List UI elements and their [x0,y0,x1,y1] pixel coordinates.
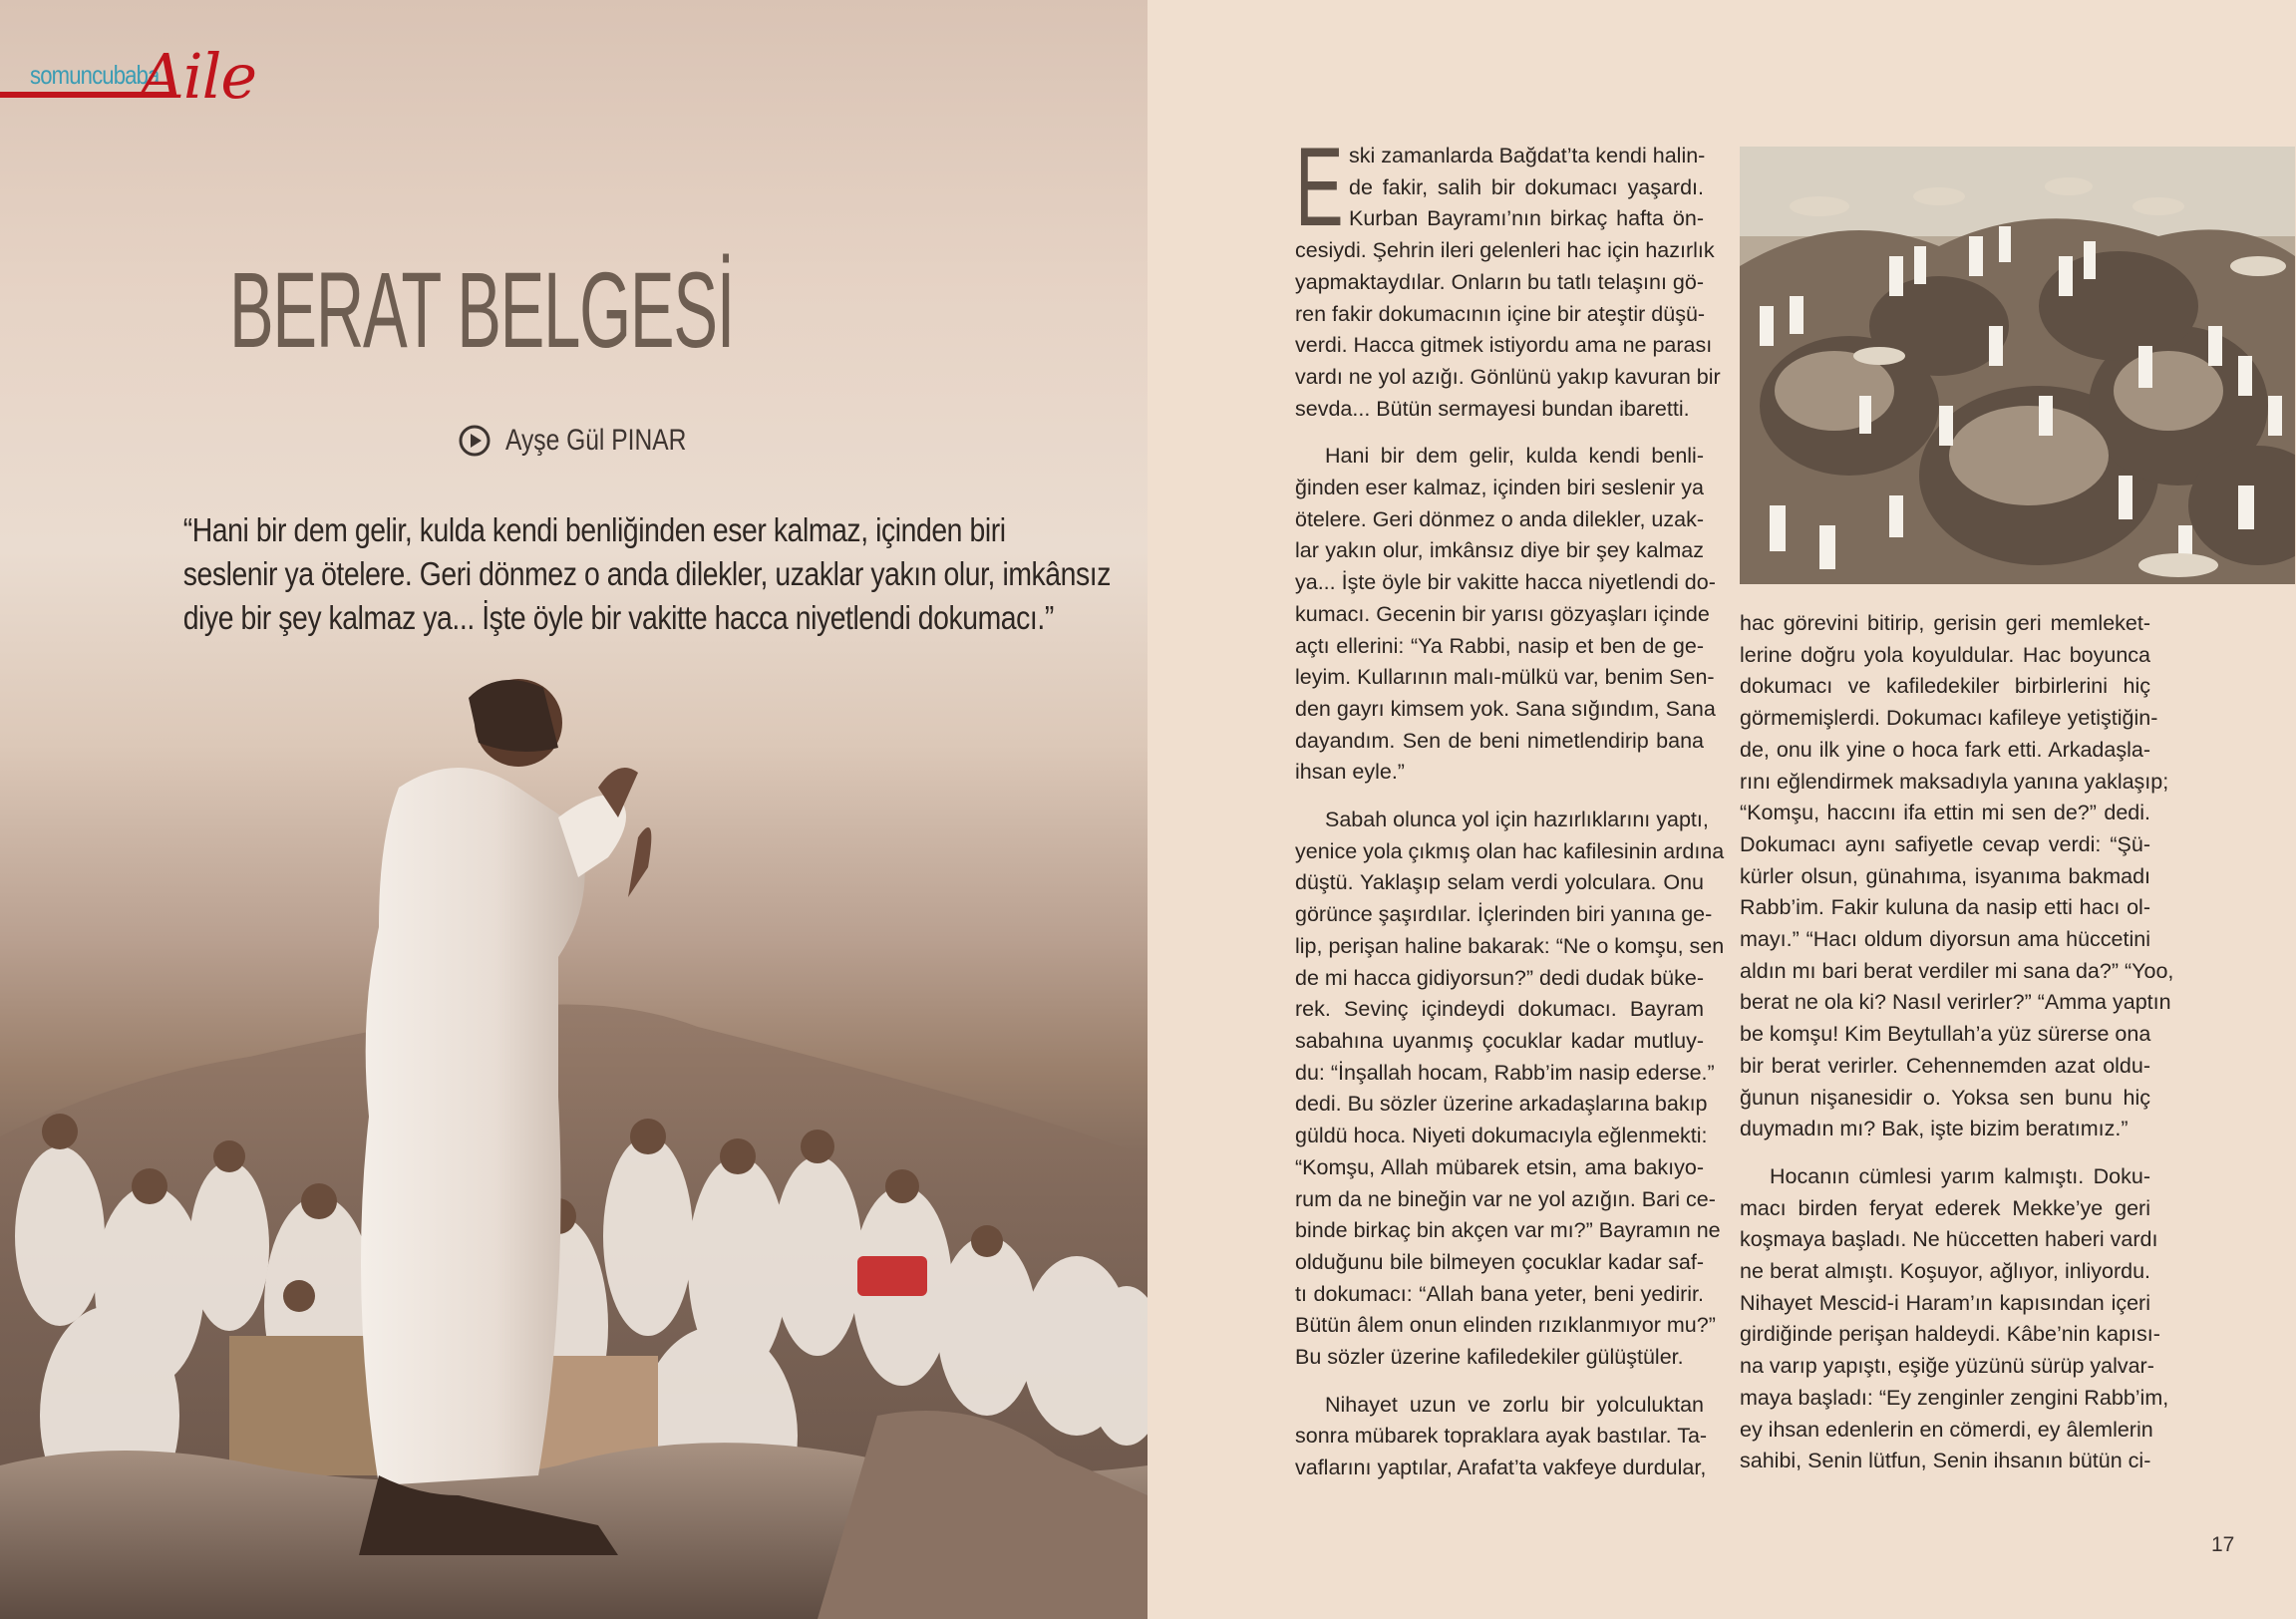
article-line: lerine doğru yola koyuldular. Hac boyunca [1740,642,2150,667]
play-circle-icon [458,424,492,458]
article-line: koşmaya başladı. Ne hüccetten haberi vardı [1740,1227,2158,1252]
article-line: sahibi, Senin lütfun, Senin ihsanın bütün ci- [1740,1449,2151,1473]
article-line: cesiydi. Şehrin ileri gelenleri hac için hazırlık [1295,238,1715,263]
article-line: Nihayet Mescid-i Haram’ın kapısından içeri [1740,1290,2150,1315]
article-line: ey ihsan edenlerin en cömerdi, ey âlemlerin [1740,1417,2153,1442]
article-line: mayı.” “Hacı oldum diyorsun ama hüccetini [1740,927,2150,952]
article-column-2 [1740,608,2174,1477]
article-line: Hani bir dem gelir, kulda kendi benli- [1325,444,1704,469]
article-line: ğinden eser kalmaz, içinden biri seslenir ya [1295,476,1704,500]
page-number: 17 [2211,1533,2235,1556]
article-line: sevda... Bütün sermayesi bundan ibaretti. [1295,396,1690,421]
paragraph-gap [1295,1374,1704,1390]
article-line: de, onu ilk yine o hoca fark etti. Arkadaşla- [1740,737,2150,762]
article-line: görünce şaşırdılar. İçlerinden biri yanına ge- [1295,902,1713,927]
article-line: binde birkaç bin akçen var mı?” Bayramın ne [1295,1218,1721,1243]
article-line: düştü. Yaklaşıp selam verdi yolculara. Onu [1295,870,1704,895]
quote-line: diye bir şey kalmaz ya... İşte öyle bir vakitte hacca niyetlendi dokumacı.” [182,599,1054,636]
paragraph-gap [1295,425,1704,441]
article-line: görmemişlerdi. Dokumacı kafileye yetiştiğin- [1740,706,2158,731]
article-line: na varıp yapıştı, eşiğe yüzünü sürüp yalvar- [1740,1354,2154,1379]
article-line: güldü hoca. Niyeti dokumacıyla eğlenmekti: [1295,1124,1708,1148]
article-line: Rabb’im. Fakir kuluna da nasip etti hacı ol- [1740,895,2150,920]
article-line: vardı ne yol azığı. Gönlünü yakıp kavuran bir [1295,364,1721,389]
article-line: ya... İşte öyle bir vakitte hacca niyetlendi do- [1295,570,1716,595]
article-line: be komşu! Kim Beytullah’a yüz sürerse ona [1740,1022,2151,1047]
article-line: dayandım. Sen de beni nimetlendirip bana [1295,728,1704,753]
article-line: “Komşu, Allah mübarek etsin, ama bakıyo- [1295,1154,1704,1179]
article-line: den gayrı kimsem yok. Sana sığındım, Sana [1295,696,1716,721]
article-line: duymadın mı? Bak, işte bizim beratımız.” [1740,1117,2129,1141]
article-column-1 [1295,141,1725,1484]
author-name: Ayşe Gül PINAR [505,424,687,457]
article-line: Bütün âlem onun elinden rızıklanmıyor mu?” [1295,1313,1716,1338]
article-line: “Komşu, haccını ifa ettin mi sen de?” dedi. [1740,801,2150,825]
article-line: ren fakir dokumacının içine bir ateştir düşü- [1295,301,1706,326]
article-line: açtı ellerini: “Ya Rabbi, nasip et ben de ge- [1295,633,1704,658]
article-line: tı dokumacı: “Allah bana yeter, beni yedirir. [1295,1281,1704,1306]
article-line: Kurban Bayramı’nın birkaç hafta ön- [1349,206,1704,231]
paragraph-gap [1295,789,1704,805]
article-line: girdiğinde perişan haldeydi. Kâbe’nin kapısı- [1740,1322,2160,1347]
article-line: Sabah olunca yol için hazırlıklarını yaptı, [1325,808,1709,832]
article-line: macı birden feryat ederek Mekke’ye geri [1740,1195,2150,1220]
article-title: BERAT BELGESİ [229,249,735,370]
article-line: ski zamanlarda Bağdat’ta kendi halin- [1349,144,1706,167]
article-line: Dokumacı aynı safiyetle cevap verdi: “Şü- [1740,831,2150,856]
article-line: yapmaktaydılar. Onların bu tatlı telaşını gö- [1295,269,1704,294]
article-line: maya başladı: “Ey zenginler zengini Rabb’im, [1740,1385,2169,1410]
article-line: Nihayet uzun ve zorlu bir yolculuktan [1325,1392,1704,1417]
article-line: rum da ne bineğin var ne yol azığın. Bari ce- [1295,1186,1716,1211]
article-line: Hocanın cümlesi yarım kalmıştı. Doku- [1770,1163,2150,1188]
article-line: ötelere. Geri dönmez o anda dilekler, uzak- [1295,506,1704,531]
article-line: Bu sözler üzerine kafiledekiler gülüştüler. [1295,1345,1684,1370]
article-line: dokumacı ve kafiledekiler birbirlerini hiç [1740,674,2150,699]
article-line: berat ne ola ki? Nasıl verirler?” “Amma yaptın [1740,990,2171,1015]
article-line: ne berat almıştı. Koşuyor, ağlıyor, inliyordu. [1740,1259,2150,1284]
article-line: aldın mı bari berat verdiler mi sana da?” “Yoo, [1740,958,2174,983]
article-line: lip, perişan haline bakarak: “Ne o komşu, sen [1295,933,1725,958]
logo-small-text: somuncubaba [30,60,160,90]
article-line: hac görevini bitirip, gerisin geri memleket- [1740,611,2150,635]
pull-quote [120,508,1111,640]
article-line: ihsan eyle.” [1295,760,1405,785]
magazine-logo [0,42,259,112]
article-line: rek. Sevinç içindeydi dokumacı. Bayram [1295,997,1704,1022]
article-line: olduğunu bile bilmeyen çocuklar kadar saf- [1295,1249,1704,1274]
article-line: lar yakın olur, imkânsız diye bir şey kalmaz [1295,538,1704,563]
drop-cap: E [1295,125,1344,249]
article-line: dedi. Bu sözler üzerine arkadaşlarına bakıp [1295,1092,1708,1117]
article-line: rını eğlendirmek maksadıyla yanına yaklaşıp; [1740,769,2169,794]
paragraph-gap [1740,1145,2150,1161]
author-byline [458,421,726,461]
article-line: de mi hacca gidiyorsun?” dedi dudak büke- [1295,965,1704,990]
quote-line: seslenir ya ötelere. Geri dönmez o anda dilekler, uzaklar yakın olur, imkânsız [182,555,1111,592]
article-line: verdi. Hacca gitmek istiyordu ama ne parası [1295,333,1713,358]
article-line: du: “İnşallah hocam, Rabb’im nasip ederse.” [1295,1060,1715,1085]
article-line: de fakir, salih bir dokumacı yaşardı. [1349,174,1704,199]
article-line: leyim. Kullarının malı-mülkü var, benim Sen- [1295,665,1715,690]
arafat-photo [1740,147,2295,584]
article-line: sonra mübarek topraklara ayak bastılar. Ta- [1295,1424,1708,1449]
article-line: yenice yola çıkmış olan hac kafilesinin ardına [1295,838,1725,863]
article-line: kumacı. Gecenin bir yarısı gözyaşları içinde [1295,601,1710,626]
article-line: bir berat verirler. Cehennemden azat oldu- [1740,1053,2150,1078]
article-line: kürler olsun, günahıma, isyanıma bakmadı [1740,863,2150,888]
article-line: sabahına uyanmış çocuklar kadar mutluy- [1295,1028,1704,1053]
quote-line: “Hani bir dem gelir, kulda kendi benliğinden eser kalmaz, içinden biri [182,511,1006,548]
article-line: vaflarını yaptılar, Arafat’ta vakfeye durdular, [1295,1456,1707,1480]
logo-big-text: Aile [140,40,257,113]
article-line: ğunun nişanesidir o. Yoksa sen bunu hiç [1740,1085,2150,1110]
